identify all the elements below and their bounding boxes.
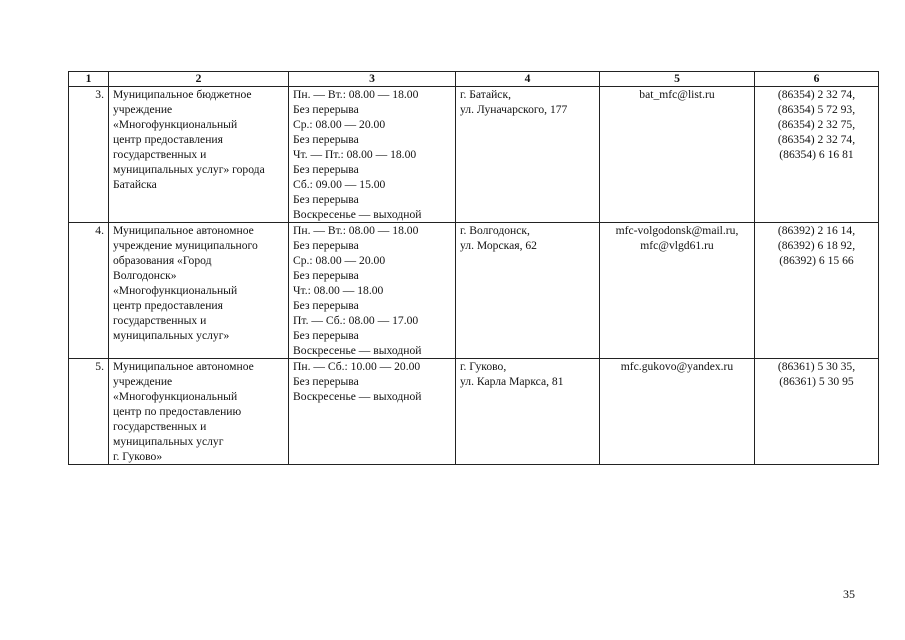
org-line: «Многофункциональный [113,390,238,403]
hours-line: Воскресенье — выходной [293,390,422,403]
hours-line: Пн. — Вт.: 08.00 — 18.00 [293,224,419,237]
hours-line: Без перерыва [293,103,359,116]
address-line: г. Батайск, [460,88,511,101]
hours-line: Без перерыва [293,269,359,282]
org-line: государственных и [113,314,207,327]
phones [755,223,879,359]
hours-line: Без перерыва [293,375,359,388]
table-row [69,87,879,223]
org-line: муниципальных услуг» города [113,163,265,176]
phone-line: (86361) 5 30 95 [779,375,854,388]
address-line: г. Гуково, [460,360,507,373]
col-header-5: 5 [600,72,755,87]
email-line: bat_mfc@list.ru [639,88,715,101]
address-line: ул. Луначарского, 177 [460,103,568,116]
email [600,223,755,359]
org-line: государственных и [113,420,207,433]
address [456,359,600,465]
organization-name [109,87,289,223]
working-hours [289,87,456,223]
hours-line: Без перерыва [293,133,359,146]
hours-line: Ср.: 08.00 — 20.00 [293,254,386,267]
organization-name [109,359,289,465]
org-line: «Многофункциональный [113,118,238,131]
page-number: 35 [843,587,855,601]
hours-line: Без перерыва [293,193,359,206]
hours-line: Пн. — Сб.: 10.00 — 20.00 [293,360,421,373]
org-line: центр предоставления [113,133,223,146]
phone-line: (86354) 2 32 75, [777,118,856,131]
org-line: муниципальных услуг [113,435,224,448]
address-line: г. Волгодонск, [460,224,530,237]
hours-line: Воскресенье — выходной [293,208,422,221]
phones [755,87,879,223]
org-line: муниципальных услуг» [113,329,230,342]
org-line: образования «Город [113,254,212,267]
header-row [69,72,879,87]
hours-line: Без перерыва [293,329,359,342]
email-line: mfc.gukovo@yandex.ru [620,360,734,373]
working-hours [289,359,456,465]
phone-line: (86361) 5 30 35, [777,360,856,373]
org-line: Муниципальное автономное [113,360,254,373]
organization-name [109,223,289,359]
org-line: центр по предоставлению [113,405,242,418]
org-line: г. Гуково» [113,450,163,463]
org-line: учреждение [113,103,173,116]
phone-line: (86354) 2 32 74, [777,133,856,146]
org-line: учреждение муниципального [113,239,258,252]
table-row [69,223,879,359]
email-line: mfc-volgodonsk@mail.ru, [615,224,739,237]
org-line: «Многофункциональный [113,284,238,297]
org-line: Муниципальное автономное [113,224,254,237]
hours-line: Воскресенье — выходной [293,344,422,357]
email-line: mfc@vlgd61.ru [640,239,714,252]
org-line: Муниципальное бюджетное [113,88,252,101]
hours-line: Чт. — Пт.: 08.00 — 18.00 [293,148,417,161]
phone-line: (86392) 2 16 14, [777,224,856,237]
hours-line: Сб.: 09.00 — 15.00 [293,178,386,191]
working-hours [289,223,456,359]
org-line: учреждение [113,375,173,388]
hours-line: Ср.: 08.00 — 20.00 [293,118,386,131]
phone-line: (86354) 5 72 93, [777,103,856,116]
address [456,87,600,223]
hours-line: Без перерыва [293,163,359,176]
org-line: государственных и [113,148,207,161]
hours-line: Без перерыва [293,239,359,252]
phone-line: (86354) 6 16 81 [779,148,854,161]
phone-line: (86354) 2 32 74, [777,88,856,101]
org-line: Волгодонск» [113,269,177,282]
hours-line: Чт.: 08.00 — 18.00 [293,284,384,297]
row-number: 5. [69,359,109,465]
col-header-2: 2 [109,72,289,87]
table-row [69,359,879,465]
org-line: Батайска [113,178,157,191]
row-number: 3. [69,87,109,223]
mfc-table [68,71,879,465]
address-line: ул. Морская, 62 [460,239,537,252]
phone-line: (86392) 6 15 66 [779,254,854,267]
hours-line: Пт. — Сб.: 08.00 — 17.00 [293,314,419,327]
hours-line: Без перерыва [293,299,359,312]
phones [755,359,879,465]
org-line: центр предоставления [113,299,223,312]
email [600,359,755,465]
hours-line: Пн. — Вт.: 08.00 — 18.00 [293,88,419,101]
col-header-1: 1 [69,72,109,87]
col-header-3: 3 [289,72,456,87]
address [456,223,600,359]
row-number: 4. [69,223,109,359]
email [600,87,755,223]
phone-line: (86392) 6 18 92, [777,239,856,252]
col-header-4: 4 [456,72,600,87]
address-line: ул. Карла Маркса, 81 [460,375,564,388]
col-header-6: 6 [755,72,879,87]
